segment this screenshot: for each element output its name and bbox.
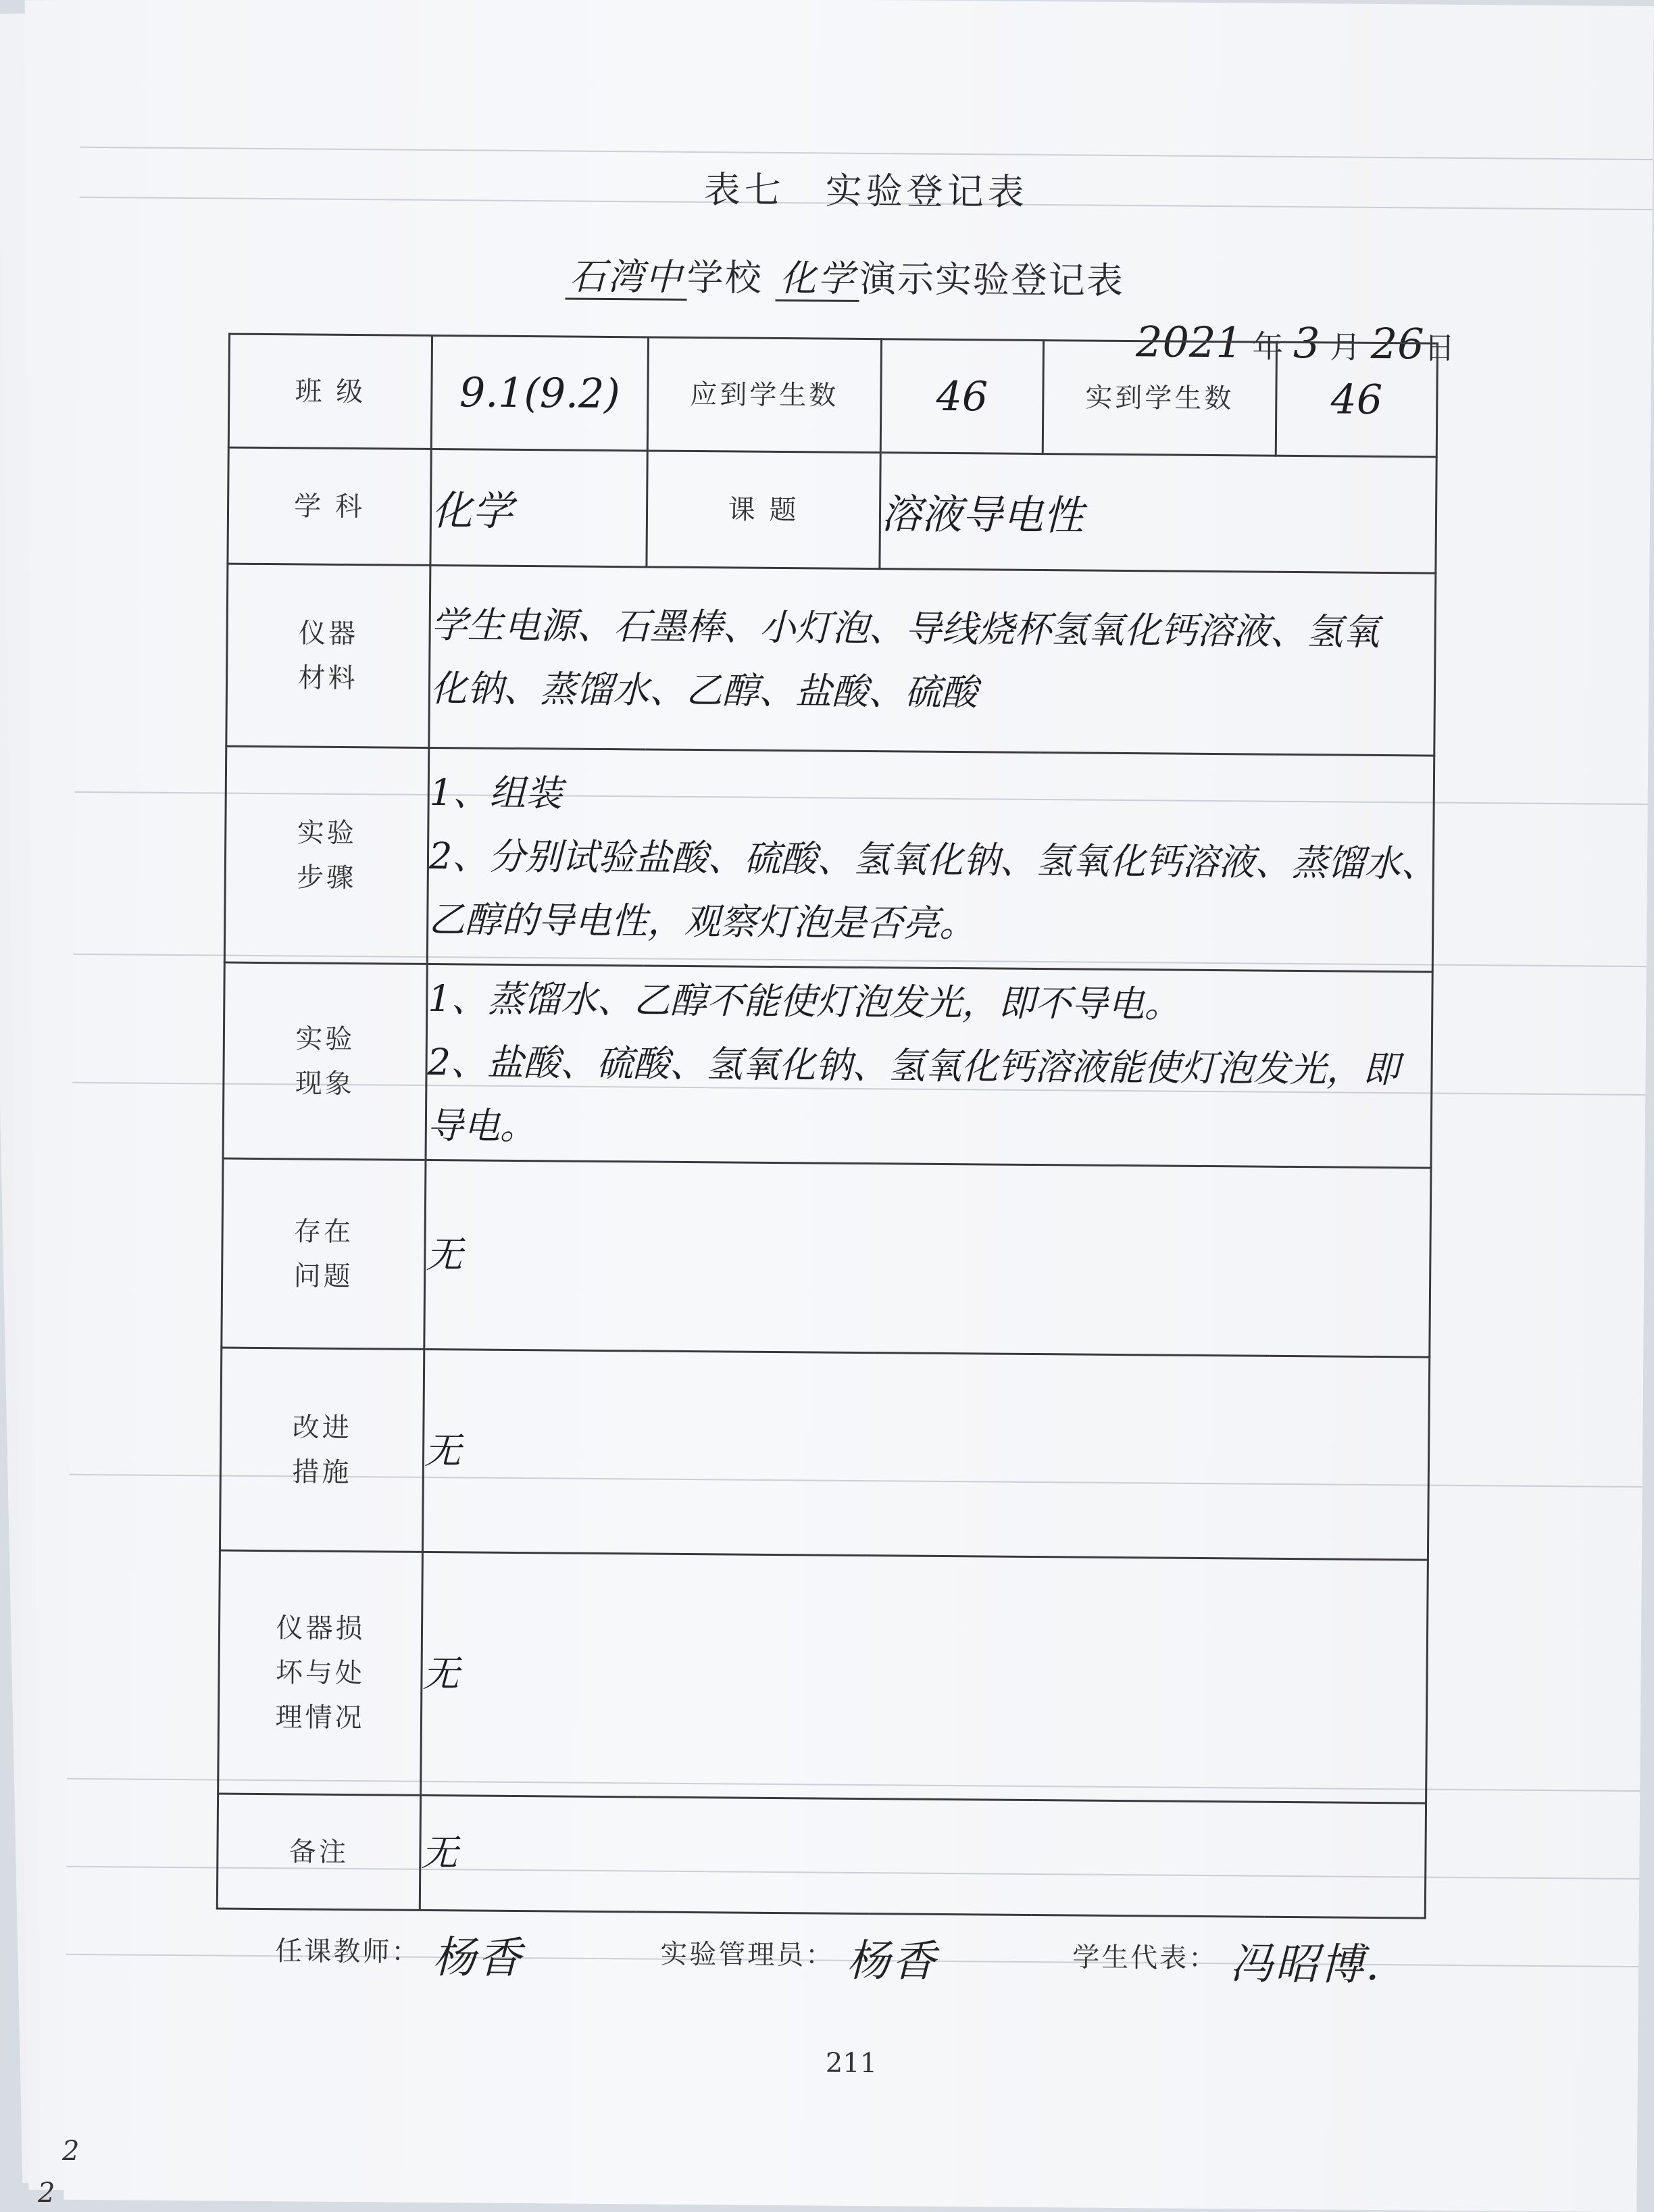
steps-line: 乙醇的导电性，观察灯泡是否亮。 (428, 898, 976, 945)
phenomena-label-line: 实验 (295, 1023, 355, 1055)
page-number: 211 (825, 2047, 878, 2080)
student-name: 冯昭博. (1229, 1939, 1382, 1991)
subtitle-suffix: 演示实验登记表 (859, 257, 1125, 302)
school-suffix: 学校 (686, 255, 763, 299)
admin-label: 实验管理员： (660, 1938, 835, 1971)
phenomena-line: 1、蒸馏水、乙醇不能使灯泡发光，即不导电。 (428, 977, 1181, 1026)
steps-label-line: 实验 (297, 816, 357, 849)
notes-label: 备注 (217, 1794, 420, 1910)
student-label: 学生代表： (1072, 1942, 1218, 1975)
phenomena-line: 2、盐酸、硫酸、氢氧化钠、氢氧化钙溶液能使灯泡发光，即 (427, 1040, 1400, 1091)
materials-label-line: 材料 (298, 662, 358, 694)
materials-value (429, 565, 1436, 756)
table-row (224, 746, 1434, 972)
date-month: 3 (1293, 318, 1320, 368)
materials-line: 学生电源、石墨棒、小灯泡、导线烧杯氢氧化钙溶液、氢氧 (430, 603, 1380, 654)
topic-value: 溶液导电性 (880, 453, 1436, 573)
improvement-label-line: 改进 (292, 1411, 353, 1444)
damage-value: 无 (421, 1552, 1428, 1803)
materials-label-line: 仪器 (298, 617, 359, 649)
damage-label (218, 1550, 423, 1795)
table-row (220, 1348, 1429, 1560)
phenomena-line: 导电。 (426, 1104, 537, 1148)
phenomena-label-line: 现象 (295, 1067, 355, 1100)
subject-value: 化学 (430, 449, 647, 567)
actual-students-label: 实到学生数 (1043, 341, 1276, 456)
date-month-unit: 月 (1329, 328, 1361, 366)
materials-line: 化钠、蒸馏水、乙醇、盐酸、硫酸 (430, 666, 978, 714)
page-title: 表七 实验登记表 (703, 168, 1029, 214)
damage-label-line: 理情况 (275, 1701, 365, 1734)
topic-label: 课 题 (647, 451, 880, 569)
steps-value (427, 747, 1438, 972)
student-signature (1072, 1927, 1382, 1992)
steps-line: 1、组装 (429, 770, 563, 814)
date-day-unit: 日 (1424, 329, 1455, 366)
steps-label-line: 步骤 (297, 861, 357, 893)
corner-mark: 2 (38, 2178, 55, 2209)
teacher-name: 杨香 (432, 1933, 524, 1984)
materials-label (226, 564, 430, 747)
table-row (226, 564, 1436, 756)
table-row (228, 334, 1437, 457)
table-row (218, 1550, 1428, 1803)
teacher-signature (275, 1921, 524, 1986)
damage-label-line: 坏与处 (275, 1656, 366, 1689)
table-row (217, 1794, 1426, 1918)
form-subtitle (566, 248, 1125, 304)
date-year-unit: 年 (1252, 328, 1284, 365)
date-day: 26 (1370, 318, 1424, 369)
teacher-label: 任课教师： (275, 1936, 421, 1968)
improvement-value: 无 (422, 1349, 1429, 1560)
table-row (222, 1158, 1431, 1357)
class-label: 班 级 (228, 334, 432, 449)
problems-value: 无 (424, 1160, 1431, 1357)
corner-mark: 2 (62, 2136, 80, 2167)
date-year: 2021 (1135, 317, 1243, 368)
improvement-label (220, 1348, 424, 1552)
phenomena-value (426, 964, 1432, 1168)
steps-line: 2、分别试验盐酸、硫酸、氢氧化钠、氢氧化钙溶液、蒸馏水、 (428, 834, 1438, 885)
problems-label-line: 存在 (293, 1215, 354, 1248)
table-row (223, 962, 1432, 1168)
form-sheet (64, 0, 1654, 2212)
phenomena-label (223, 962, 427, 1160)
subject-name: 化学 (776, 257, 860, 302)
problems-label (222, 1158, 426, 1349)
registration-table (216, 333, 1438, 1919)
school-name: 石湾中 (566, 255, 688, 301)
subject-label: 学 科 (228, 447, 431, 565)
class-value: 9.1(9.2) (431, 335, 648, 451)
steps-label (224, 746, 429, 964)
table-row (228, 447, 1436, 573)
actual-students-value: 46 (1276, 342, 1437, 457)
problems-label-line: 问题 (293, 1260, 353, 1292)
notes-value: 无 (420, 1795, 1426, 1918)
damage-label-line: 仪器损 (276, 1612, 366, 1644)
admin-name: 杨香 (846, 1936, 938, 1987)
expected-students-value: 46 (880, 339, 1043, 454)
admin-signature (660, 1925, 938, 1989)
expected-students-label: 应到学生数 (647, 337, 881, 453)
improvement-label-line: 措施 (292, 1456, 352, 1488)
